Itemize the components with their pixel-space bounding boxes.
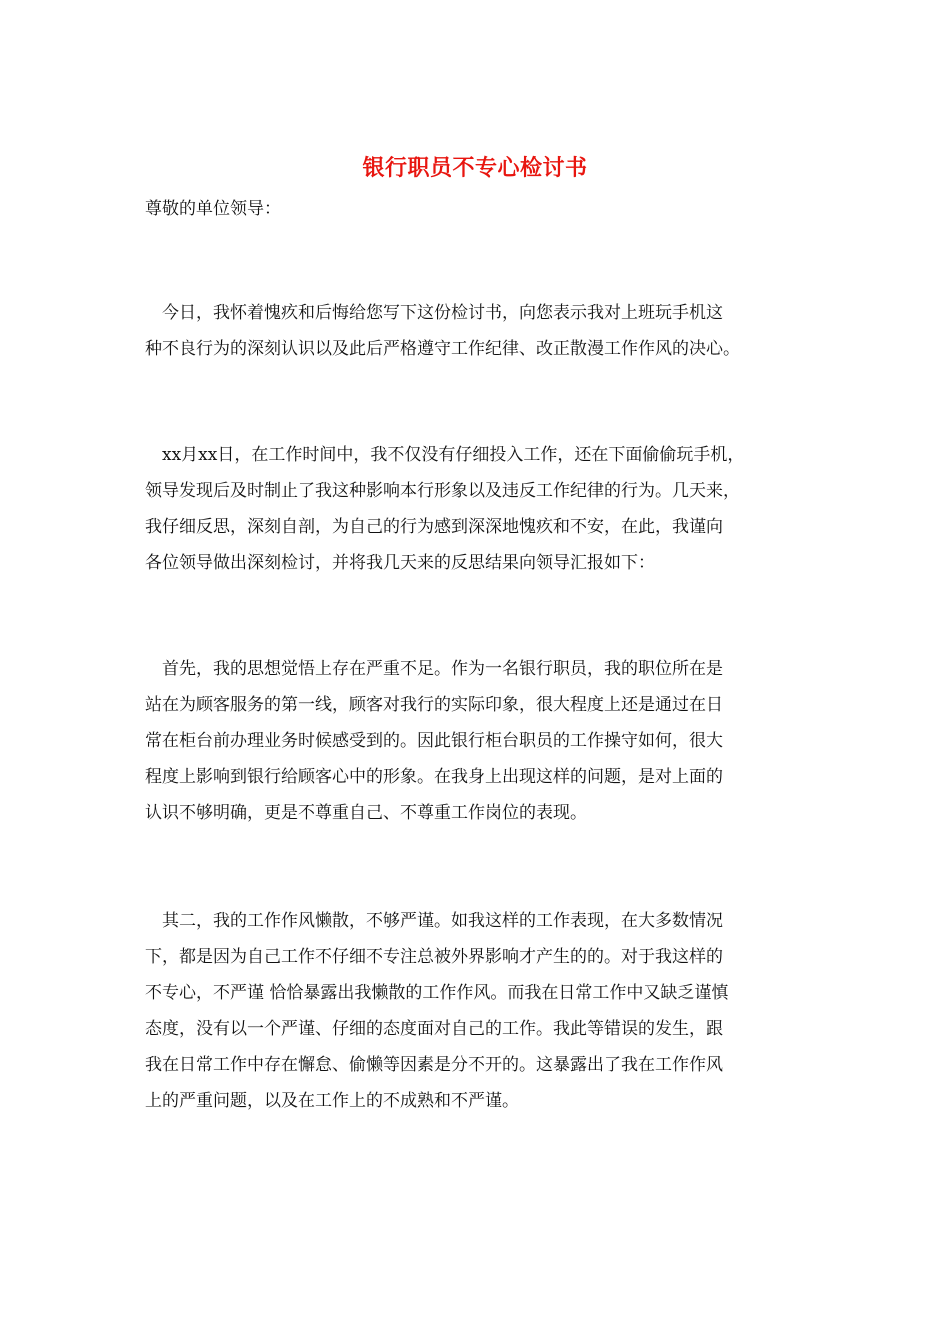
paragraph-line: 我仔细反思，深刻自剖，为自己的行为感到深深地愧疚和不安，在此，我谨向 bbox=[145, 517, 723, 537]
paragraph-line: 下，都是因为自己工作不仔细不专注总被外界影响才产生的的。对于我这样的 bbox=[145, 947, 723, 967]
paragraph-line: 今日，我怀着愧疚和后悔给您写下这份检讨书，向您表示我对上班玩手机这 bbox=[145, 303, 723, 323]
paragraph-line: 首先，我的思想觉悟上存在严重不足。作为一名银行职员，我的职位所在是 bbox=[145, 659, 723, 679]
paragraph-3 bbox=[145, 651, 810, 831]
paragraph-line: 其二，我的工作作风懒散，不够严谨。如我这样的工作表现，在大多数情况 bbox=[145, 911, 723, 931]
document-title: 银行职员不专心检讨书 bbox=[362, 155, 588, 181]
paragraph-line: 态度，没有以一个严谨、仔细的态度面对自己的工作。我此等错误的发生，跟 bbox=[145, 1019, 723, 1039]
paragraph-line: 领导发现后及时制止了我这种影响本行形象以及违反工作纪律的行为。几天来， bbox=[145, 481, 740, 501]
paragraph-line: 认识不够明确，更是不尊重自己、不尊重工作岗位的表现。 bbox=[145, 803, 587, 823]
paragraph-line: 常在柜台前办理业务时候感受到的。因此银行柜台职员的工作操守如何，很大 bbox=[145, 731, 723, 751]
paragraph-line: 上的严重问题，以及在工作上的不成熟和不严谨。 bbox=[145, 1091, 519, 1111]
paragraph-line: xx月xx日，在工作时间中，我不仅没有仔细投入工作，还在下面偷偷玩手机， bbox=[145, 445, 745, 465]
paragraph-1 bbox=[145, 295, 810, 367]
paragraph-4 bbox=[145, 903, 810, 1119]
paragraph-2 bbox=[145, 437, 810, 581]
paragraph-line: 程度上影响到银行给顾客心中的形象。在我身上出现这样的问题，是对上面的 bbox=[145, 767, 723, 787]
salutation: 尊敬的单位领导： bbox=[145, 199, 281, 219]
paragraph-line: 我在日常工作中存在懈怠、偷懒等因素是分不开的。这暴露出了我在工作作风 bbox=[145, 1055, 723, 1075]
paragraph-line: 不专心，不严谨 恰恰暴露出我懒散的工作作风。而我在日常工作中又缺乏谨慎 bbox=[145, 983, 729, 1003]
paragraph-line: 种不良行为的深刻认识以及此后严格遵守工作纪律、改正散漫工作作风的决心。 bbox=[145, 339, 740, 359]
paragraph-line: 各位领导做出深刻检讨，并将我几天来的反思结果向领导汇报如下： bbox=[145, 553, 655, 573]
paragraph-line: 站在为顾客服务的第一线，顾客对我行的实际印象，很大程度上还是通过在日 bbox=[145, 695, 723, 715]
